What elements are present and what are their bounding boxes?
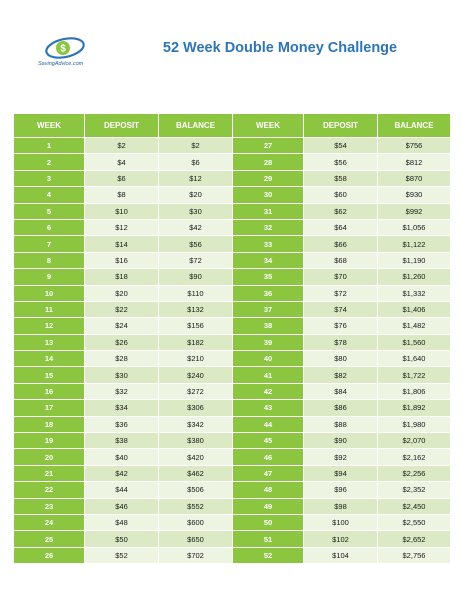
table-row bbox=[14, 285, 451, 301]
left-deposit-cell: $34 bbox=[85, 400, 159, 416]
left-deposit-cell: $24 bbox=[85, 318, 159, 334]
right-balance-cell: $992 bbox=[378, 203, 451, 219]
left-balance-cell: $156 bbox=[159, 318, 233, 334]
column-header-balance: BALANCE bbox=[159, 114, 233, 138]
table-row bbox=[14, 514, 451, 530]
right-week-cell: 41 bbox=[233, 367, 304, 383]
left-balance-cell: $12 bbox=[159, 170, 233, 186]
left-balance-cell: $30 bbox=[159, 203, 233, 219]
left-balance-cell: $72 bbox=[159, 252, 233, 268]
table-row bbox=[14, 334, 451, 350]
left-deposit-cell: $16 bbox=[85, 252, 159, 268]
left-balance-cell: $240 bbox=[159, 367, 233, 383]
left-balance-cell: $306 bbox=[159, 400, 233, 416]
table-row bbox=[14, 547, 451, 563]
left-week-cell: 1 bbox=[14, 138, 85, 154]
right-week-cell: 34 bbox=[233, 252, 304, 268]
right-balance-cell: $2,352 bbox=[378, 482, 451, 498]
left-balance-cell: $600 bbox=[159, 514, 233, 530]
left-week-cell: 5 bbox=[14, 203, 85, 219]
left-week-cell: 8 bbox=[14, 252, 85, 268]
left-week-cell: 22 bbox=[14, 482, 85, 498]
savings-table bbox=[13, 113, 451, 564]
left-deposit-cell: $12 bbox=[85, 219, 159, 235]
right-balance-cell: $1,190 bbox=[378, 252, 451, 268]
table-row bbox=[14, 318, 451, 334]
left-balance-cell: $420 bbox=[159, 449, 233, 465]
right-balance-cell: $1,332 bbox=[378, 285, 451, 301]
right-deposit-cell: $86 bbox=[304, 400, 378, 416]
right-deposit-cell: $88 bbox=[304, 416, 378, 432]
right-deposit-cell: $100 bbox=[304, 514, 378, 530]
right-balance-cell: $930 bbox=[378, 187, 451, 203]
table-row bbox=[14, 187, 451, 203]
right-balance-cell: $2,652 bbox=[378, 531, 451, 547]
left-deposit-cell: $6 bbox=[85, 170, 159, 186]
table-row bbox=[14, 203, 451, 219]
left-deposit-cell: $42 bbox=[85, 465, 159, 481]
table-row bbox=[14, 219, 451, 235]
table-header-row bbox=[14, 114, 451, 138]
right-week-cell: 42 bbox=[233, 383, 304, 399]
right-deposit-cell: $94 bbox=[304, 465, 378, 481]
left-deposit-cell: $10 bbox=[85, 203, 159, 219]
right-week-cell: 50 bbox=[233, 514, 304, 530]
left-deposit-cell: $32 bbox=[85, 383, 159, 399]
right-week-cell: 49 bbox=[233, 498, 304, 514]
right-balance-cell: $1,560 bbox=[378, 334, 451, 350]
right-week-cell: 33 bbox=[233, 236, 304, 252]
left-deposit-cell: $4 bbox=[85, 154, 159, 170]
right-week-cell: 31 bbox=[233, 203, 304, 219]
table-row bbox=[14, 236, 451, 252]
column-header-deposit: DEPOSIT bbox=[304, 114, 378, 138]
right-deposit-cell: $78 bbox=[304, 334, 378, 350]
right-deposit-cell: $68 bbox=[304, 252, 378, 268]
left-week-cell: 14 bbox=[14, 351, 85, 367]
table-body bbox=[14, 138, 451, 564]
left-week-cell: 4 bbox=[14, 187, 85, 203]
table-row bbox=[14, 400, 451, 416]
left-week-cell: 10 bbox=[14, 285, 85, 301]
left-balance-cell: $110 bbox=[159, 285, 233, 301]
table-row bbox=[14, 138, 451, 154]
right-balance-cell: $2,256 bbox=[378, 465, 451, 481]
right-week-cell: 27 bbox=[233, 138, 304, 154]
right-week-cell: 29 bbox=[233, 170, 304, 186]
page-title: 52 Week Double Money Challenge bbox=[162, 40, 398, 56]
right-week-cell: 38 bbox=[233, 318, 304, 334]
left-deposit-cell: $30 bbox=[85, 367, 159, 383]
right-deposit-cell: $56 bbox=[304, 154, 378, 170]
logo-text: SavingAdvice.com bbox=[38, 61, 84, 67]
right-deposit-cell: $60 bbox=[304, 187, 378, 203]
right-balance-cell: $2,550 bbox=[378, 514, 451, 530]
right-week-cell: 52 bbox=[233, 547, 304, 563]
left-deposit-cell: $40 bbox=[85, 449, 159, 465]
right-balance-cell: $1,406 bbox=[378, 301, 451, 317]
table-row bbox=[14, 154, 451, 170]
table-row bbox=[14, 269, 451, 285]
right-deposit-cell: $98 bbox=[304, 498, 378, 514]
left-deposit-cell: $44 bbox=[85, 482, 159, 498]
right-balance-cell: $870 bbox=[378, 170, 451, 186]
right-deposit-cell: $80 bbox=[304, 351, 378, 367]
right-deposit-cell: $102 bbox=[304, 531, 378, 547]
right-deposit-cell: $66 bbox=[304, 236, 378, 252]
right-balance-cell: $2,070 bbox=[378, 433, 451, 449]
right-balance-cell: $2,756 bbox=[378, 547, 451, 563]
column-header-week: WEEK bbox=[233, 114, 304, 138]
table-row bbox=[14, 498, 451, 514]
left-week-cell: 16 bbox=[14, 383, 85, 399]
left-balance-cell: $132 bbox=[159, 301, 233, 317]
table-row bbox=[14, 449, 451, 465]
right-balance-cell: $1,122 bbox=[378, 236, 451, 252]
right-deposit-cell: $62 bbox=[304, 203, 378, 219]
right-balance-cell: $1,892 bbox=[378, 400, 451, 416]
right-balance-cell: $1,482 bbox=[378, 318, 451, 334]
right-deposit-cell: $96 bbox=[304, 482, 378, 498]
left-deposit-cell: $8 bbox=[85, 187, 159, 203]
left-week-cell: 19 bbox=[14, 433, 85, 449]
table-row bbox=[14, 170, 451, 186]
right-deposit-cell: $76 bbox=[304, 318, 378, 334]
left-deposit-cell: $48 bbox=[85, 514, 159, 530]
right-deposit-cell: $84 bbox=[304, 383, 378, 399]
right-balance-cell: $812 bbox=[378, 154, 451, 170]
left-deposit-cell: $2 bbox=[85, 138, 159, 154]
right-deposit-cell: $74 bbox=[304, 301, 378, 317]
left-week-cell: 11 bbox=[14, 301, 85, 317]
left-balance-cell: $506 bbox=[159, 482, 233, 498]
right-deposit-cell: $58 bbox=[304, 170, 378, 186]
left-balance-cell: $182 bbox=[159, 334, 233, 350]
left-deposit-cell: $46 bbox=[85, 498, 159, 514]
left-deposit-cell: $50 bbox=[85, 531, 159, 547]
left-week-cell: 6 bbox=[14, 219, 85, 235]
right-deposit-cell: $64 bbox=[304, 219, 378, 235]
left-deposit-cell: $26 bbox=[85, 334, 159, 350]
right-week-cell: 30 bbox=[233, 187, 304, 203]
right-week-cell: 46 bbox=[233, 449, 304, 465]
left-deposit-cell: $38 bbox=[85, 433, 159, 449]
right-week-cell: 37 bbox=[233, 301, 304, 317]
right-week-cell: 48 bbox=[233, 482, 304, 498]
left-week-cell: 12 bbox=[14, 318, 85, 334]
right-balance-cell: $1,056 bbox=[378, 219, 451, 235]
left-balance-cell: $2 bbox=[159, 138, 233, 154]
left-balance-cell: $650 bbox=[159, 531, 233, 547]
right-deposit-cell: $54 bbox=[304, 138, 378, 154]
left-balance-cell: $56 bbox=[159, 236, 233, 252]
left-deposit-cell: $18 bbox=[85, 269, 159, 285]
right-balance-cell: $756 bbox=[378, 138, 451, 154]
column-header-deposit: DEPOSIT bbox=[85, 114, 159, 138]
right-week-cell: 51 bbox=[233, 531, 304, 547]
right-week-cell: 43 bbox=[233, 400, 304, 416]
left-deposit-cell: $36 bbox=[85, 416, 159, 432]
right-balance-cell: $1,722 bbox=[378, 367, 451, 383]
right-deposit-cell: $82 bbox=[304, 367, 378, 383]
right-balance-cell: $2,450 bbox=[378, 498, 451, 514]
left-week-cell: 23 bbox=[14, 498, 85, 514]
left-week-cell: 21 bbox=[14, 465, 85, 481]
right-week-cell: 45 bbox=[233, 433, 304, 449]
table-row bbox=[14, 383, 451, 399]
table-row bbox=[14, 351, 451, 367]
table-row bbox=[14, 252, 451, 268]
left-deposit-cell: $28 bbox=[85, 351, 159, 367]
left-week-cell: 18 bbox=[14, 416, 85, 432]
left-balance-cell: $702 bbox=[159, 547, 233, 563]
table-row bbox=[14, 465, 451, 481]
left-week-cell: 20 bbox=[14, 449, 85, 465]
right-week-cell: 40 bbox=[233, 351, 304, 367]
left-deposit-cell: $20 bbox=[85, 285, 159, 301]
left-week-cell: 17 bbox=[14, 400, 85, 416]
column-header-balance: BALANCE bbox=[378, 114, 451, 138]
right-week-cell: 44 bbox=[233, 416, 304, 432]
left-week-cell: 2 bbox=[14, 154, 85, 170]
right-week-cell: 35 bbox=[233, 269, 304, 285]
left-week-cell: 13 bbox=[14, 334, 85, 350]
left-balance-cell: $342 bbox=[159, 416, 233, 432]
left-deposit-cell: $22 bbox=[85, 301, 159, 317]
right-week-cell: 28 bbox=[233, 154, 304, 170]
table-row bbox=[14, 367, 451, 383]
left-balance-cell: $20 bbox=[159, 187, 233, 203]
right-deposit-cell: $90 bbox=[304, 433, 378, 449]
left-week-cell: 7 bbox=[14, 236, 85, 252]
left-week-cell: 26 bbox=[14, 547, 85, 563]
table-row bbox=[14, 433, 451, 449]
column-header-week: WEEK bbox=[14, 114, 85, 138]
left-week-cell: 24 bbox=[14, 514, 85, 530]
left-week-cell: 15 bbox=[14, 367, 85, 383]
left-balance-cell: $462 bbox=[159, 465, 233, 481]
right-deposit-cell: $92 bbox=[304, 449, 378, 465]
table-row bbox=[14, 531, 451, 547]
left-deposit-cell: $52 bbox=[85, 547, 159, 563]
left-week-cell: 25 bbox=[14, 531, 85, 547]
right-balance-cell: $2,162 bbox=[378, 449, 451, 465]
left-balance-cell: $552 bbox=[159, 498, 233, 514]
right-deposit-cell: $70 bbox=[304, 269, 378, 285]
left-balance-cell: $210 bbox=[159, 351, 233, 367]
right-balance-cell: $1,640 bbox=[378, 351, 451, 367]
right-balance-cell: $1,806 bbox=[378, 383, 451, 399]
left-balance-cell: $272 bbox=[159, 383, 233, 399]
right-week-cell: 36 bbox=[233, 285, 304, 301]
left-balance-cell: $42 bbox=[159, 219, 233, 235]
right-deposit-cell: $72 bbox=[304, 285, 378, 301]
svg-text:$: $ bbox=[60, 43, 66, 55]
table-row bbox=[14, 416, 451, 432]
right-balance-cell: $1,980 bbox=[378, 416, 451, 432]
right-week-cell: 39 bbox=[233, 334, 304, 350]
right-week-cell: 47 bbox=[233, 465, 304, 481]
left-deposit-cell: $14 bbox=[85, 236, 159, 252]
table-row bbox=[14, 301, 451, 317]
table-row bbox=[14, 482, 451, 498]
left-balance-cell: $90 bbox=[159, 269, 233, 285]
right-week-cell: 32 bbox=[233, 219, 304, 235]
left-balance-cell: $380 bbox=[159, 433, 233, 449]
left-balance-cell: $6 bbox=[159, 154, 233, 170]
left-week-cell: 3 bbox=[14, 170, 85, 186]
right-balance-cell: $1,260 bbox=[378, 269, 451, 285]
left-week-cell: 9 bbox=[14, 269, 85, 285]
right-deposit-cell: $104 bbox=[304, 547, 378, 563]
